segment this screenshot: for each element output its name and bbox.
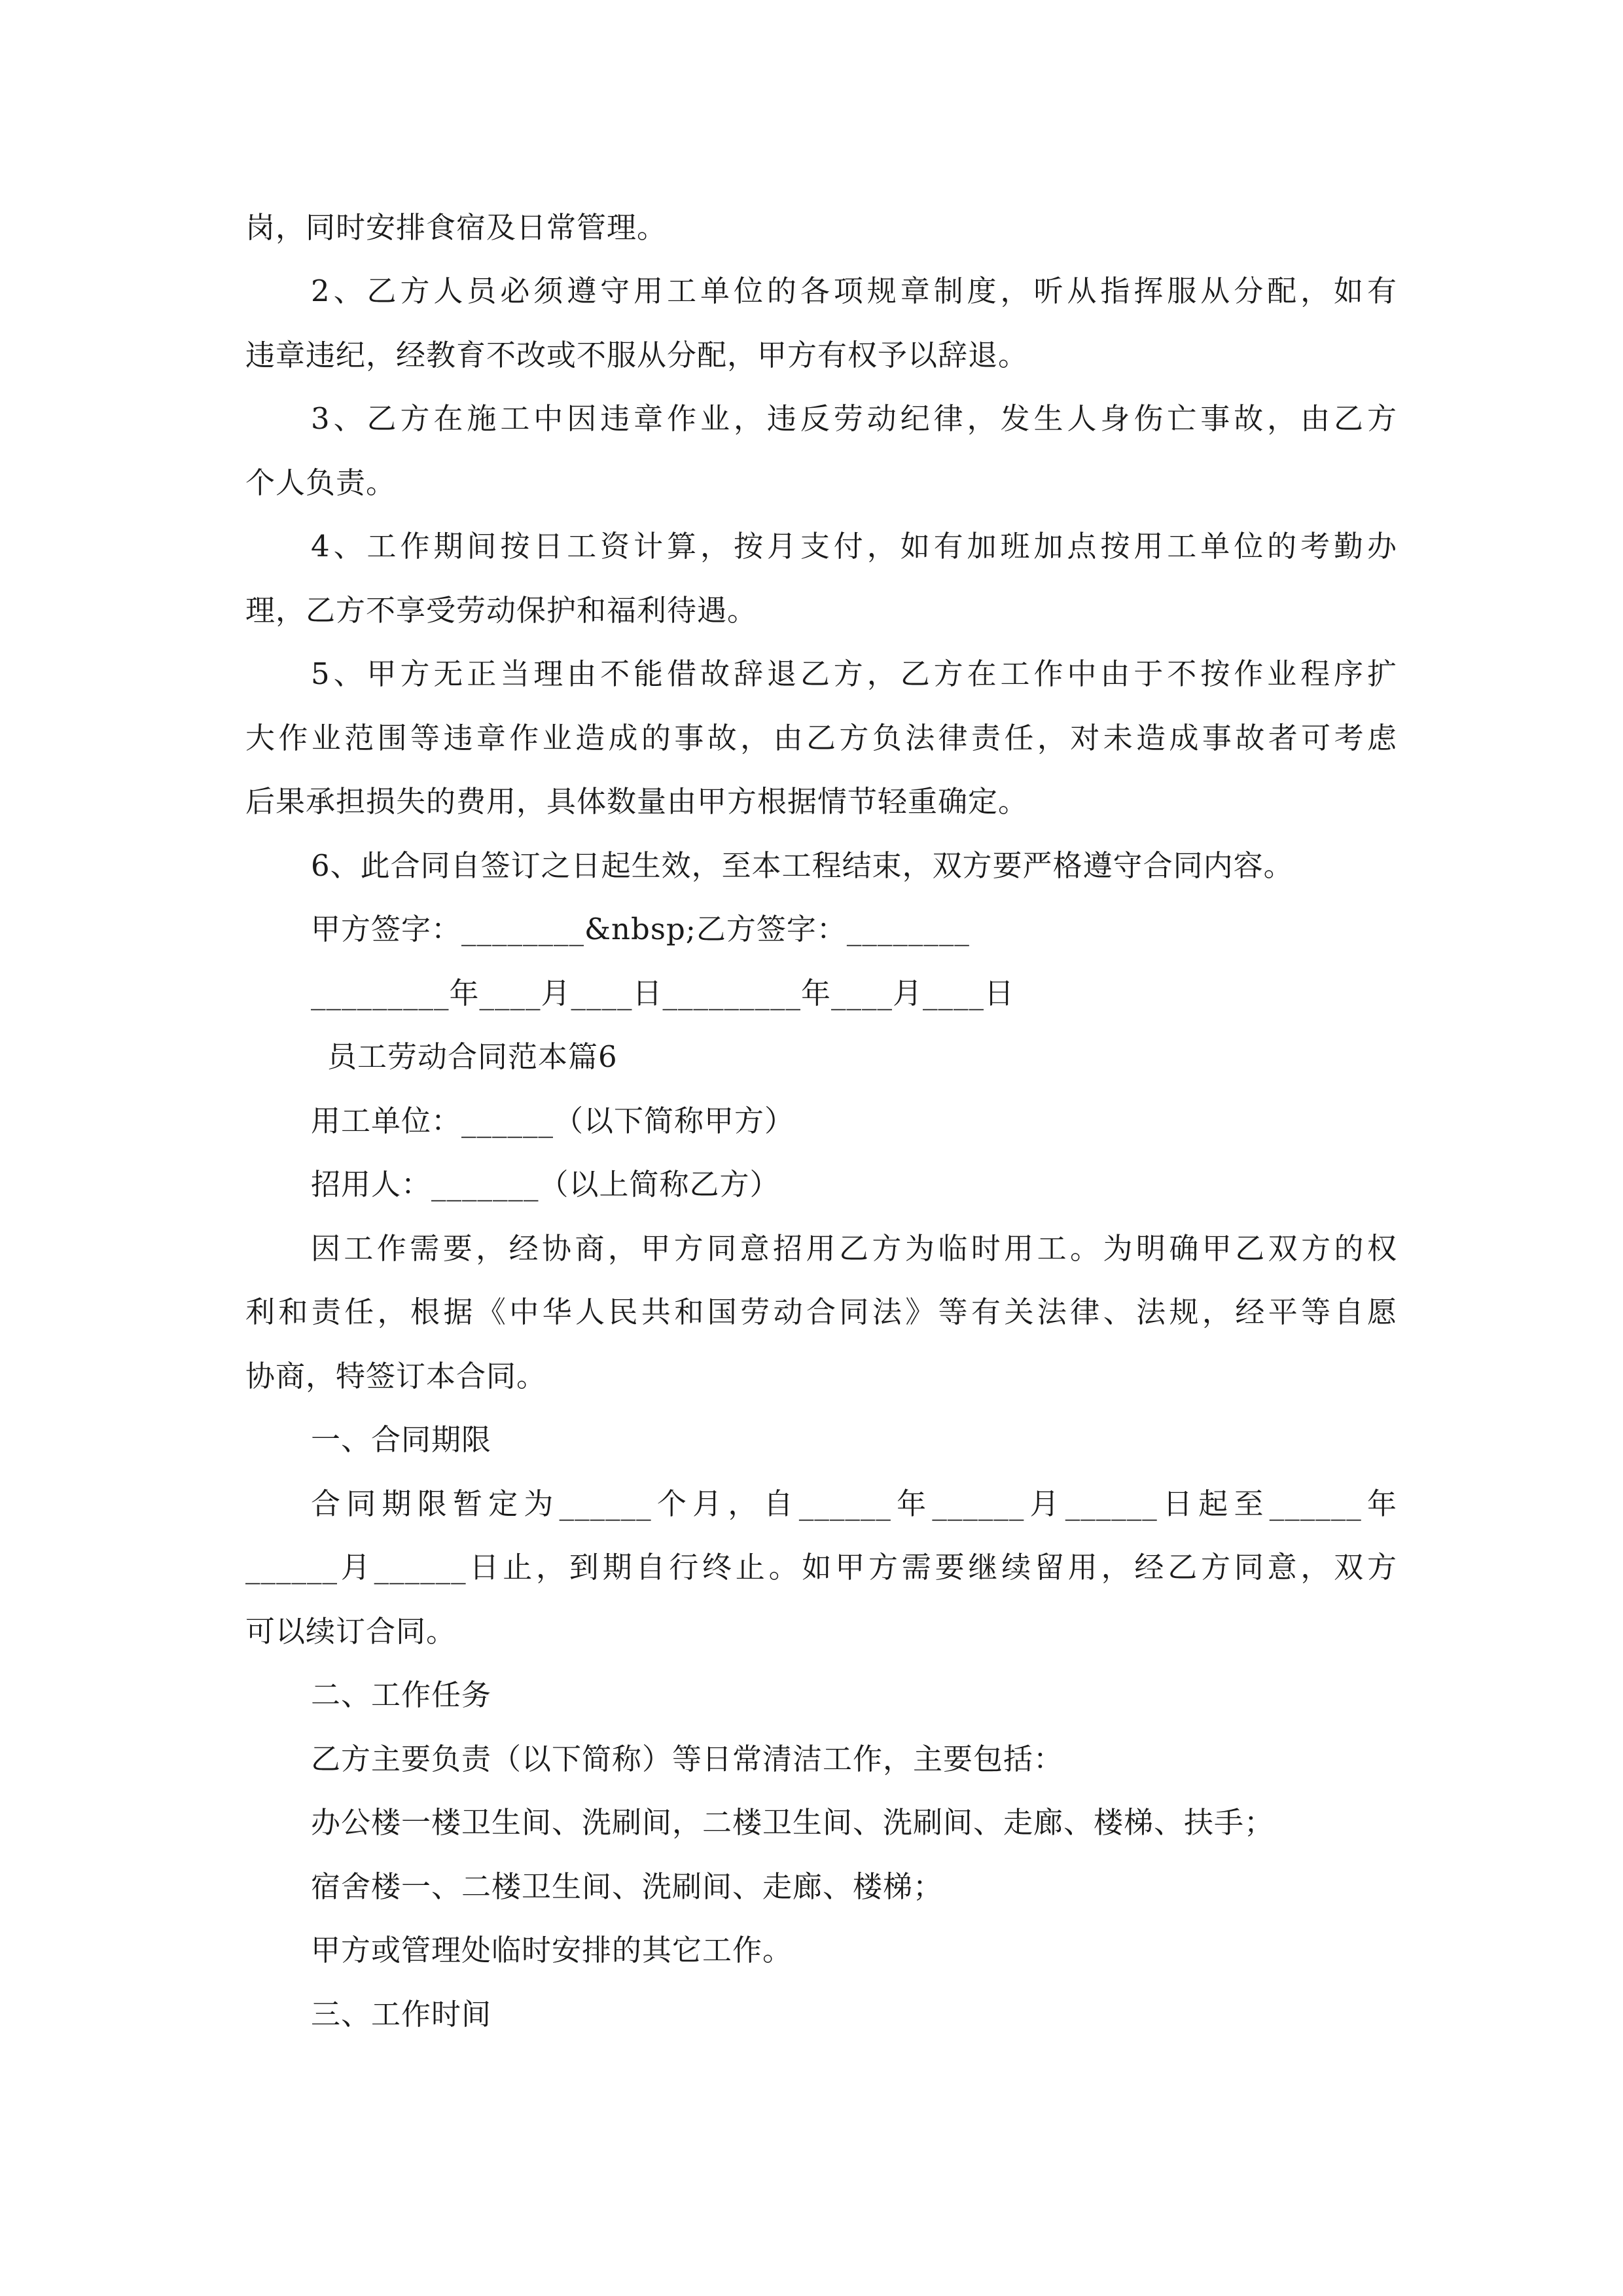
- section-heading: 二、工作任务: [311, 1677, 492, 1712]
- paragraph-line: 后果承担损失的费用，具体数量由甲方根据情节轻重确定。: [245, 784, 1029, 819]
- paragraph-line: 乙方主要负责（以下简称）等日常清洁工作，主要包括：: [311, 1742, 1064, 1776]
- paragraph-line: 6、此合同自签订之日起生效，至本工程结束，双方要严格遵守合同内容。: [311, 848, 1294, 883]
- section-heading: 三、工作时间: [311, 1997, 492, 2032]
- paragraph-line: 招用人：_______（以上简称乙方）: [311, 1167, 780, 1202]
- paragraph-line: 可以续订合同。: [245, 1614, 457, 1649]
- paragraph-line: 3、乙方在施工中因违章作业，违反劳动纪律，发生人身伤亡事故，由乙方: [311, 401, 1397, 436]
- paragraph-line: 岗，同时安排食宿及日常管理。: [245, 210, 668, 245]
- paragraph-line: 5、甲方无正当理由不能借故辞退乙方，乙方在工作中由于不按作业程序扩: [311, 656, 1397, 691]
- paragraph-line: 因工作需要，经协商，甲方同意招用乙方为临时用工。为明确甲乙双方的权: [311, 1231, 1397, 1266]
- paragraph-line: 理，乙方不享受劳动保护和福利待遇。: [245, 593, 758, 628]
- paragraph-line: 合同期限暂定为______个月，自______年______月______日起至______年: [311, 1486, 1397, 1521]
- paragraph-line: 宿舍楼一、二楼卫生间、洗刷间、走廊、楼梯；: [311, 1869, 944, 1904]
- paragraph-line: 利和责任，根据《中华人民共和国劳动合同法》等有关法律、法规，经平等自愿: [245, 1295, 1397, 1329]
- paragraph-line: 办公楼一楼卫生间、洗刷间，二楼卫生间、洗刷间、走廊、楼梯、扶手；: [311, 1805, 1275, 1840]
- paragraph-line: 协商，特签订本合同。: [245, 1359, 547, 1393]
- date-line: _________年____月____日_________年____月____日: [311, 976, 1015, 1011]
- paragraph-line: 大作业范围等违章作业造成的事故，由乙方负法律责任，对未造成事故者可考虑: [245, 721, 1397, 755]
- section-title: 员工劳动合同范本篇6: [327, 1039, 618, 1074]
- paragraph-line: 4、工作期间按日工资计算，按月支付，如有加班加点按用工单位的考勤办: [311, 529, 1397, 564]
- section-heading: 一、合同期限: [311, 1422, 492, 1457]
- paragraph-line: 违章违纪，经教育不改或不服从分配，甲方有权予以辞退。: [245, 338, 1029, 372]
- paragraph-line: 用工单位：______（以下简称甲方）: [311, 1103, 795, 1138]
- paragraph-line: 个人负责。: [245, 465, 397, 500]
- signature-line: 甲方签字：________&nbsp;乙方签字：________: [311, 912, 970, 946]
- paragraph-line: 甲方或管理处临时安排的其它工作。: [311, 1933, 793, 1967]
- paragraph-line: 2、乙方人员必须遵守用工单位的各项规章制度，听从指挥服从分配，如有: [311, 274, 1397, 308]
- paragraph-line: ______月______日止，到期自行终止。如甲方需要继续留用，经乙方同意，双方: [245, 1550, 1397, 1585]
